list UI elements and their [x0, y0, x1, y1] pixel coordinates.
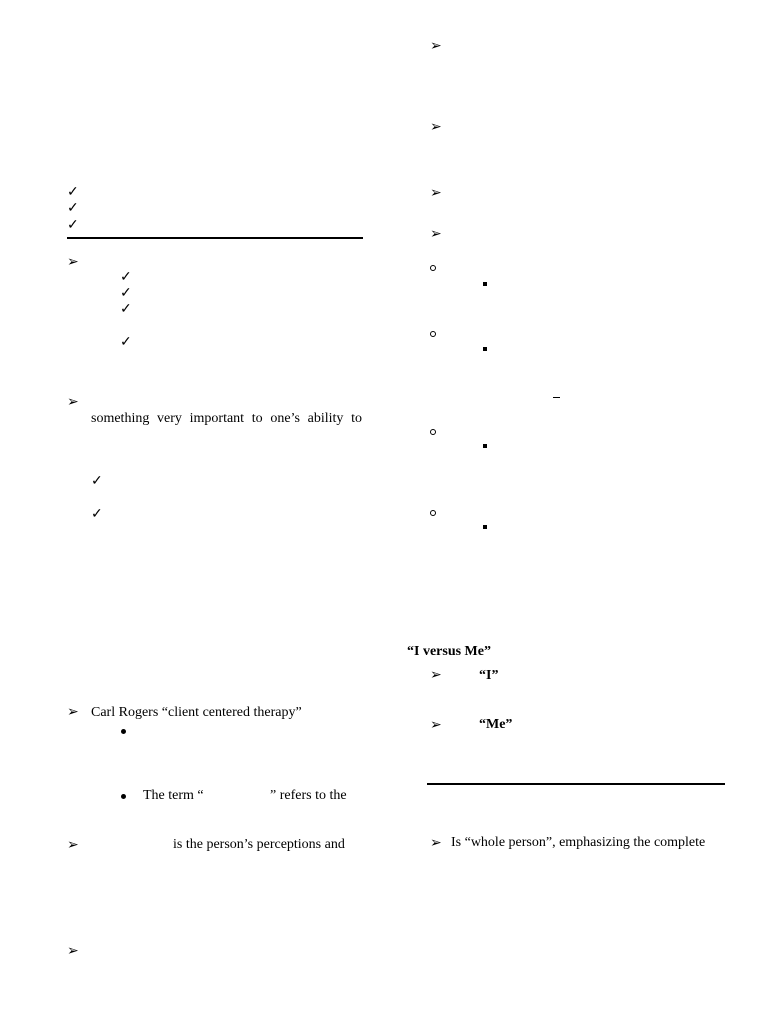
section-divider	[427, 783, 725, 785]
arrow-bullet-icon: ➢	[430, 120, 442, 135]
body-text-line: Is “whole person”, emphasizing the complete	[451, 835, 706, 850]
check-icon: ✓	[67, 218, 79, 233]
arrow-bullet-icon: ➢	[67, 705, 79, 720]
check-icon: ✓	[120, 270, 132, 285]
arrow-bullet-icon: ➢	[67, 944, 79, 959]
section-heading: “I versus Me”	[407, 644, 491, 659]
me-label: “Me”	[479, 717, 513, 732]
body-text-line: The term “	[143, 788, 204, 803]
arrow-bullet-icon: ➢	[430, 186, 442, 201]
arrow-bullet-icon: ➢	[67, 255, 79, 270]
body-text-line: ” refers to the	[270, 788, 347, 803]
hollow-circle-bullet-icon	[430, 510, 436, 516]
i-label: “I”	[479, 668, 499, 683]
check-icon: ✓	[120, 302, 132, 317]
body-text-line: is the person’s perceptions and	[173, 837, 345, 852]
arrow-bullet-icon: ➢	[67, 395, 79, 410]
square-bullet-icon	[483, 282, 487, 286]
hollow-circle-bullet-icon	[430, 265, 436, 271]
check-icon: ✓	[120, 286, 132, 301]
arrow-bullet-icon: ➢	[430, 836, 442, 851]
hollow-circle-bullet-icon	[430, 429, 436, 435]
body-text-line: something very important to one’s ability to	[91, 411, 362, 426]
dash-mark	[553, 397, 560, 398]
check-icon: ✓	[91, 474, 103, 489]
hollow-circle-bullet-icon	[430, 331, 436, 337]
round-bullet-icon	[121, 794, 126, 799]
body-text-line: Carl Rogers “client centered therapy”	[91, 705, 302, 720]
arrow-bullet-icon: ➢	[430, 718, 442, 733]
square-bullet-icon	[483, 347, 487, 351]
check-icon: ✓	[67, 201, 79, 216]
square-bullet-icon	[483, 444, 487, 448]
arrow-bullet-icon: ➢	[430, 668, 442, 683]
square-bullet-icon	[483, 525, 487, 529]
arrow-bullet-icon: ➢	[67, 838, 79, 853]
arrow-bullet-icon: ➢	[430, 227, 442, 242]
section-divider	[67, 237, 363, 239]
check-icon: ✓	[120, 335, 132, 350]
check-icon: ✓	[91, 507, 103, 522]
round-bullet-icon	[121, 729, 126, 734]
arrow-bullet-icon: ➢	[430, 39, 442, 54]
check-icon: ✓	[67, 185, 79, 200]
